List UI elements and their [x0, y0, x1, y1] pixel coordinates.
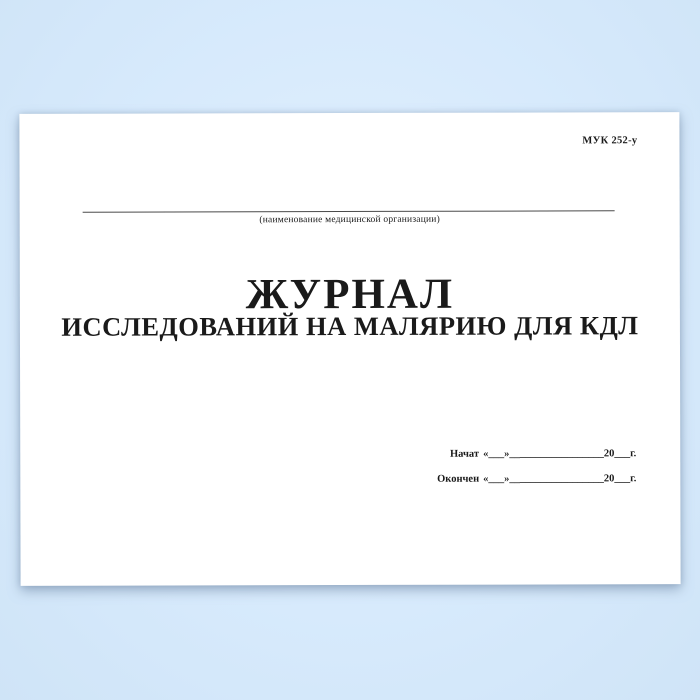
doc-code: МУК 252-у	[582, 135, 638, 147]
date-started-label: Начат	[449, 448, 480, 460]
journal-title: ЖУРНАЛ	[245, 270, 455, 319]
date-started-line: «___»__________________20___г.	[483, 448, 637, 460]
date-finished-line: «___»__________________20___г.	[483, 473, 637, 485]
date-finished-row	[437, 473, 636, 485]
date-finished-label: Окончен	[437, 473, 480, 485]
org-name-line	[83, 210, 615, 212]
date-started-row	[437, 448, 636, 460]
journal-cover-page	[19, 112, 680, 586]
org-name-caption: (наименование медицинской организации)	[259, 214, 440, 226]
journal-subtitle: ИССЛЕДОВАНИЙ НА МАЛЯРИЮ ДЛЯ КДЛ	[61, 310, 639, 342]
date-block	[437, 448, 636, 499]
